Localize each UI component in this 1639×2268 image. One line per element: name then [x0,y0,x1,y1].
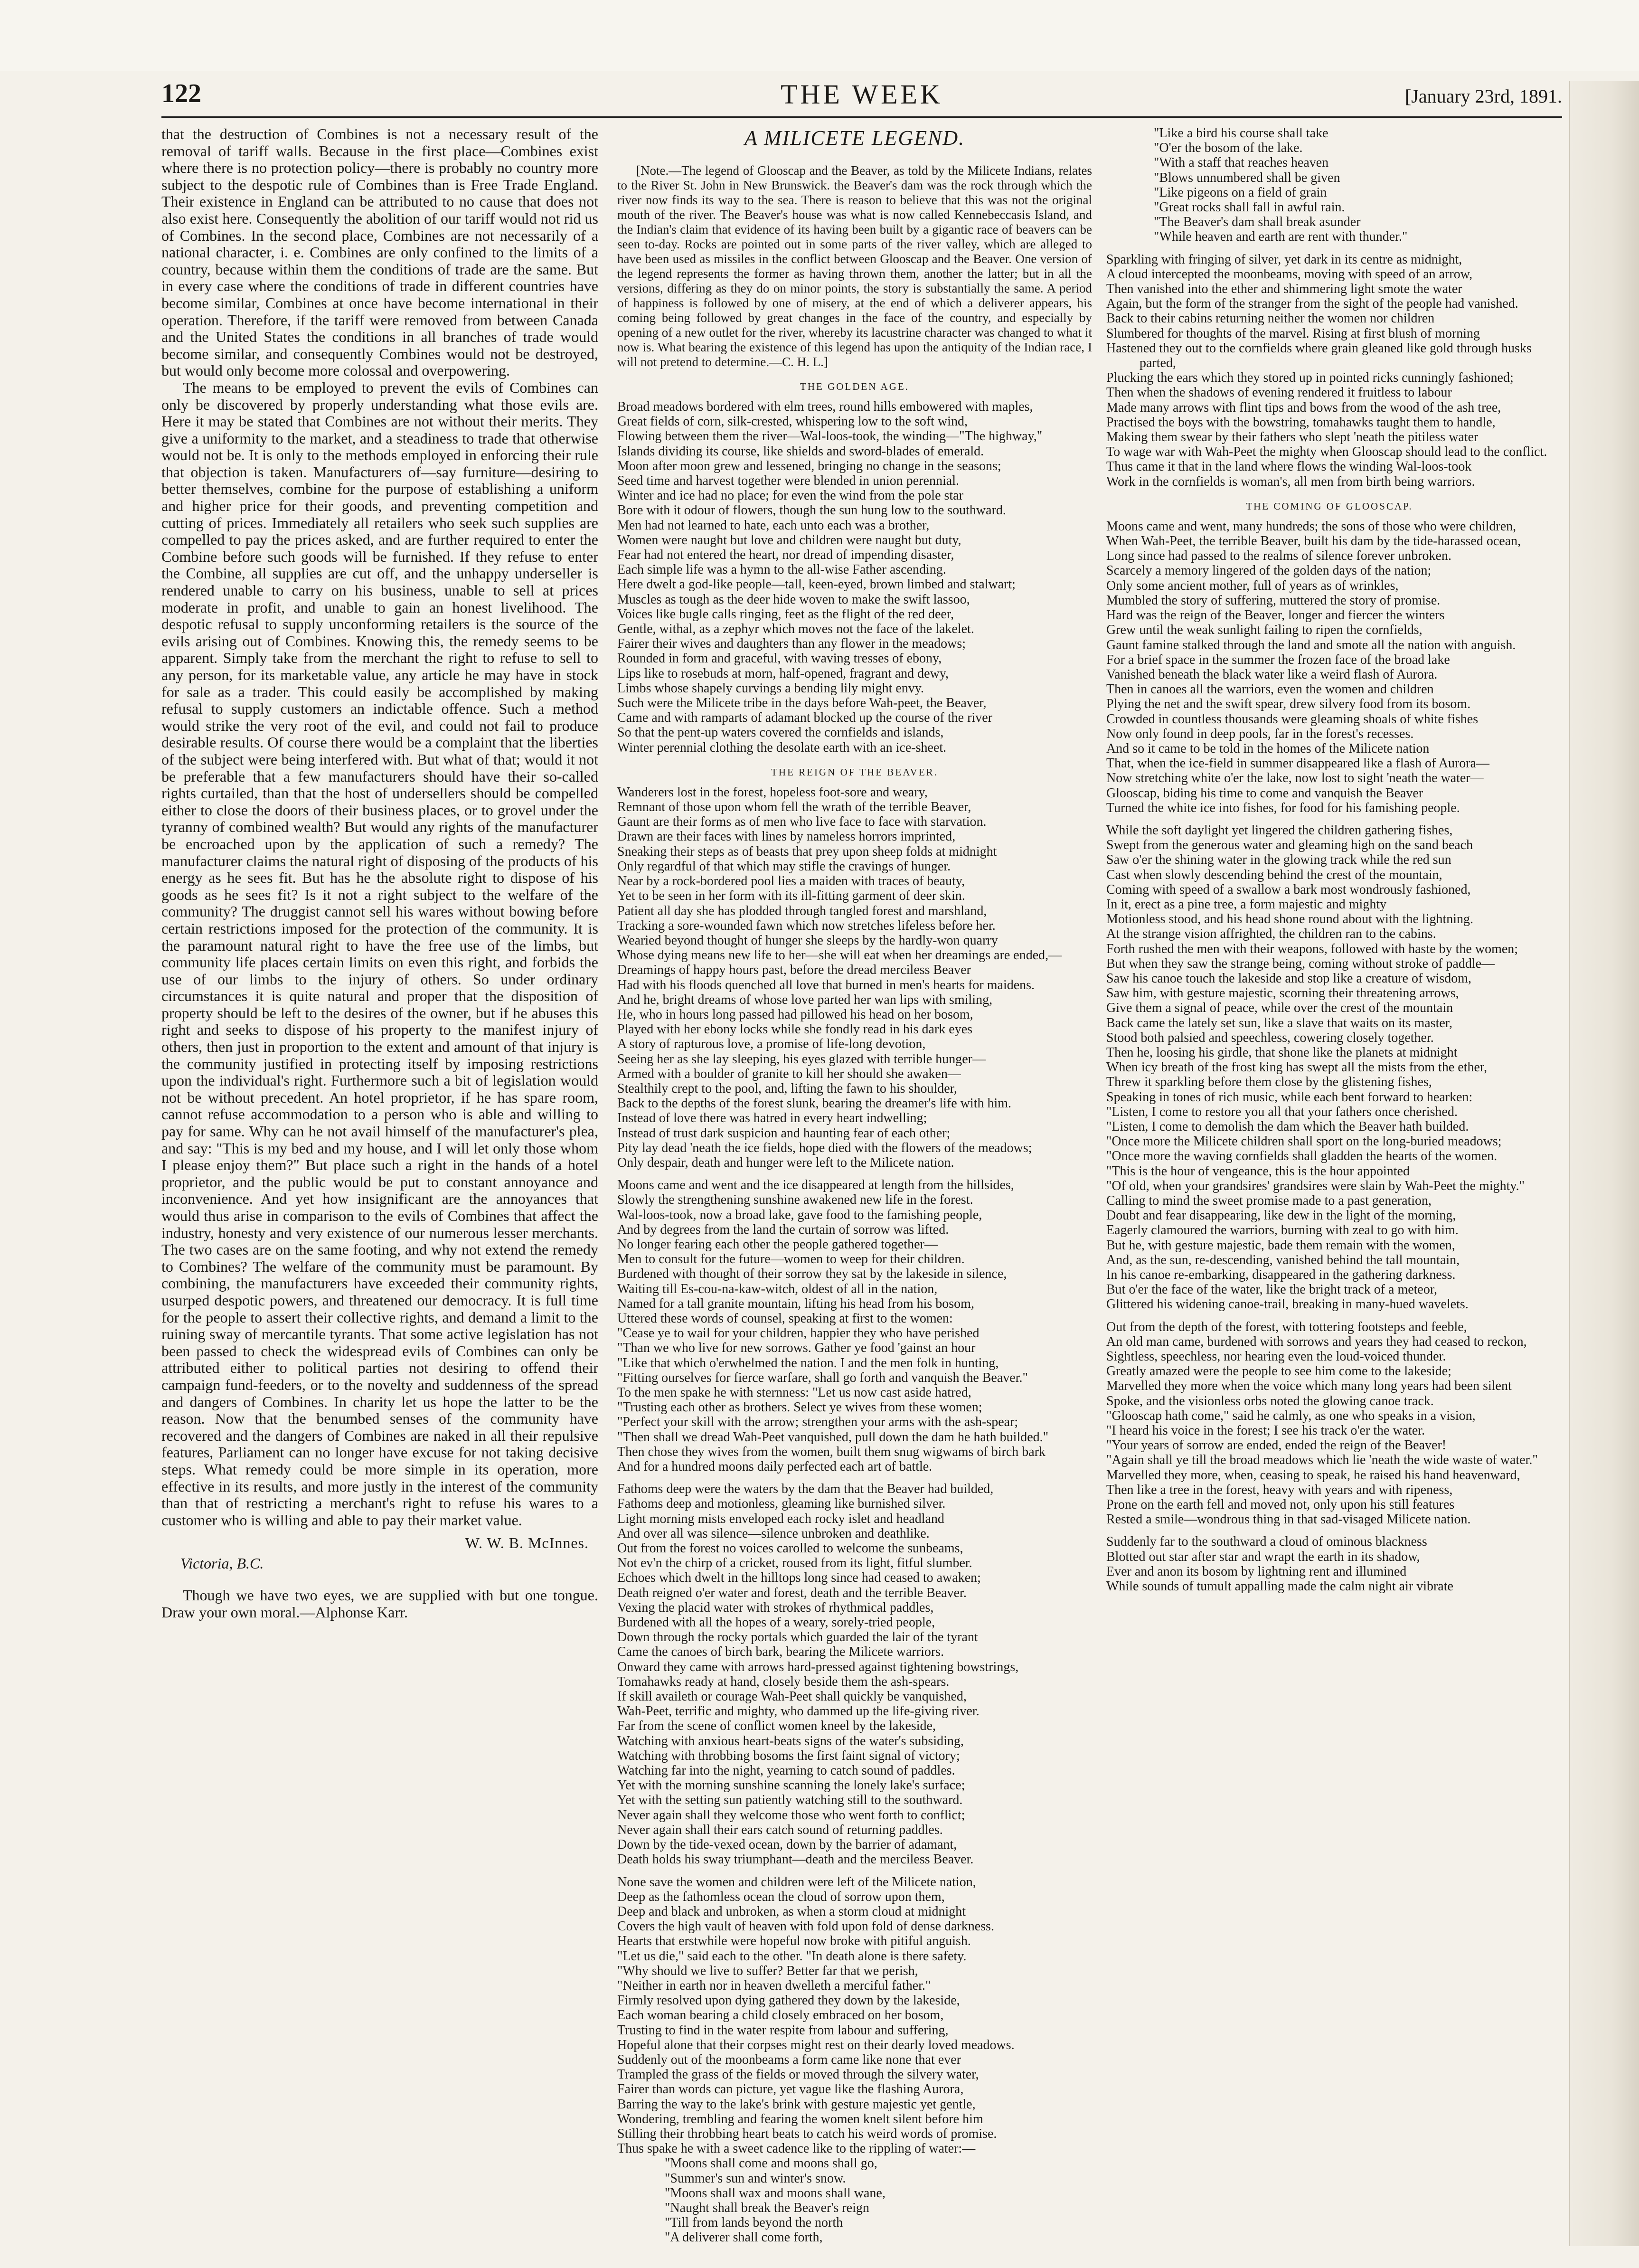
verse-line: Here dwelt a god-like people—tall, keen-eyed, brown limbed and stalwart; [617,577,1016,592]
verse-line: Near by a rock-bordered pool lies a maiden with traces of beauty, [617,874,965,889]
verse-line: Waiting till Es-cou-na-kaw-witch, oldest of all in the nation, [617,1281,938,1296]
verse-line: So that the pent-up waters covered the cornfields and islands, [617,725,944,740]
article-paragraph: The means to be employed to prevent the evils of Combines can only be discovered by properly understanding what those evils are. Here it may be stated that Combines are not without their merits. They give a uniformity to the market, and a steadiness to trade that otherwise would not be. It is only to the methods employed in enforcing their rule that objection is taken. Manufacturers of—say furniture—desiring to better themselves, combine for the purpose of establishing a uniform and higher price for their goods, and preventing competition and cutting of prices. Immediately all retailers who seek such supplies are compelled to pay the prices asked, and are further required to enter the Combine before such goods will be furnished. If they refuse to enter the Combine, all supplies are cut off, and the unhappy underseller is rendered unable to carry on his business, unable to sell at prices moderate in profit, and unable to gain an honest livelihood. The despotic refusal to supply unconforming retailers is the source of the evils arising out of Combines. Knowing this, the remedy seems to be apparent. Simply take from the merchant the right to refuse to sell to any person, for its marketable value, any article he may have in stock for sale as a trader. This could easily be accomplished by making refusal to supply customers an indictable offence. Such a method would strike the very root of the evil, and could not fail to produce desirable results. Of course there would be a complaint that the liberties of the subject were being interfered with. But what of that; would it not be preferable that a few manufacturers should have their so-called rights curtailed, than that the host of undersellers should be compelled either to close the doors of their business places, or to grovel under the tyranny of combined wealth? But would any rights of the manufacturer be encroached upon by the application of such a remedy? The manufacturer claims the natural right of disposing of the products of his energy as he sees fit. But has he the absolute right to dispose of his goods as he sees fit? Is it not a right subject to the welfare of the community? The druggist cannot sell his wares without bowing before certain restrictions imposed for the protection of the community. It is the paramount natural right to have the free use of the limbs, but community life places certain limits on even this right, and forbids the use of our limbs to the injury of others. So under ordinary circumstances it is quite natural and proper that the disposition of property should be left to the desires of the owner, but if he abuses this right and seeks to dispose of his property to the manifest injury of others, then just in proportion to the extent and amount of that injury is the community justified in protecting itself by imposing restrictions upon the individual's right. Furthermore such a bit of legislation would not be without precedent. An hotel proprietor, if he has spare room, cannot refuse accommodation to a person who is able and willing to pay for same. Why can he not avail himself of the manufacturer's plea, and say: "This is my bed and my house, and I will let only those whom I please enjoy them?" But place such a right in the hands of a hotel proprietor, and the public would be put to constant annoyance and inconvenience. And yet how insignificant are the annoyances that would thus arise in comparison to the evils of Combines that affect the industry, honesty and very existence of our numerous lesser merchants. The two cases are on the same footing, and why not extend the remedy to Combines? The welfare of the community must be paramount. By combining, the manufacturers have exceeded their community rights, usurped despotic powers, and threatened our democracy. It is full time for the people to assert their collective rights, and demand a limit to the ruining sway of mercantile tyrants. That some active legislation has not been passed to check the widespread evils of Combines can only be attributed either to political parties not desiring to offend their campaign fund-feeders, or to the novelty and suddenness of the spread and dangers of Combines. In charity let us hope the latter to be the reason. Now that the benumbed senses of the community have recovered and the dangers of Combines are naked in all their repulsive features, Parliament can no longer have excuse for not taking decisive steps. What remedy could be more simple in its operation, more effective in its results, and more justly in the interest of the community than that of restricting a merchant's right to refuse his wares to a customer who is willing and able to pay their market value. [161,378,598,1529]
verse-line: Slowly the strengthening sunshine awakened new life in the forest. [617,1192,973,1208]
verse-line: Wearied beyond thought of hunger she sleeps by the hardly-won quarry [617,933,998,948]
prophecy-verse-line: "While heaven and earth are rent with thunder." [1154,229,1408,245]
verse-line: Calling to mind the sweet promise made to a past generation, [1106,1193,1432,1209]
verse-line: Covers the high vault of heaven with fold upon fold of dense darkness. [617,1919,994,1934]
verse-line: Remnant of those upon whom fell the wrath of the terrible Beaver, [617,800,971,815]
verse-line: Stood both palsied and speechless, cowering closely together. [1106,1030,1434,1045]
verse-line: "Listen, I come to restore you all that your fathers once cherished. [1106,1104,1458,1119]
verse-line: Each woman bearing a child closely embraced on her bosom, [617,2008,944,2023]
prophecy-verse-line: "Like pigeons on a field of grain [1154,185,1327,200]
verse-line: Drawn are their faces with lines by nameless horrors imprinted, [617,829,956,844]
verse-line: Making them swear by their fathers who slept 'neath the pitiless water [1106,430,1479,445]
verse-line: Broad meadows bordered with elm trees, round hills embowered with maples, [617,399,1033,414]
verse-line: But when they saw the strange being, coming without stroke of paddle— [1106,956,1495,971]
verse-line: Thus spake he with a sweet cadence like to the rippling of water:— [617,2141,976,2156]
verse-line: Suddenly far to the southward a cloud of ominous blackness [1106,1534,1427,1550]
verse-line: Yet to be seen in her form with its ill-fitting garment of deer skin. [617,888,965,904]
verse-line: "Once more the Milicete children shall sport on the long-buried meadows; [1106,1134,1502,1149]
verse-line: Sightless, speechless, nor hearing even the loud-voiced thunder. [1106,1349,1446,1364]
verse-line: "Let us die," said each to the other. "In death alone is there safety. [617,1948,967,1964]
verse-line: Grew until the weak sunlight failing to ripen the cornfields, [1106,623,1422,638]
verse-line: Greatly amazed were the people to see him come to the lakeside; [1106,1364,1451,1379]
verse-line: Barring the way to the lake's brink with gesture majestic yet gentle, [617,2097,976,2112]
verse-line: Glittered his widening canoe-trail, breaking in many-hued wavelets. [1106,1297,1469,1312]
stanza-break [1106,1312,1553,1320]
stanza-break [617,1170,1092,1178]
verse-line: Blotted out star after star and wrapt the earth in its shadow, [1106,1549,1420,1564]
verse-line: Deep and black and unbroken, as when a storm cloud at midnight [617,1904,966,1919]
verse-line: While the soft daylight yet lingered the children gathering fishes, [1106,822,1453,838]
verse-line: Fairer their wives and daughters than any flower in the meadows; [617,636,966,652]
verse-line: Whose dying means new life to her—she will eat when her dreamings are ended,— [617,948,1062,963]
author-place: Victoria, B.C. [180,1555,264,1572]
verse-line: Burdened with all the hopes of a weary, sorely-tried people, [617,1615,935,1630]
verse-line: Moons came and went, many hundreds; the sons of those who were children, [1106,519,1517,534]
verse-line: Plucking the ears which they stored up in pointed ricks cunningly fashioned; [1106,370,1514,386]
verse-line: Fairer than words can picture, yet vague like the flashing Aurora, [617,2082,964,2097]
page-header [161,78,1562,118]
verse-line: Women were naught but love and children were naught but duty, [617,532,961,548]
verse-line: "I heard his voice in the forest; I see his track o'er the water. [1106,1423,1425,1438]
page-number: 122 [161,79,201,108]
verse-line: "Perfect your skill with the arrow; strengthen your arms with the ash-spear; [617,1415,1018,1430]
verse-line: If skill availeth or courage Wah-Peet shall quickly be vanquished, [617,1689,967,1704]
verse-line: Winter and ice had no place; for even the wind from the pole star [617,488,963,503]
verse-line: "Again shall ye till the broad meadows which lie 'neath the wide waste of water." [1106,1453,1538,1468]
verse-line: Death holds his sway triumphant—death and the merciless Beaver. [617,1852,974,1867]
verse-line: Down by the tide-vexed ocean, down by the barrier of adamant, [617,1837,957,1852]
prophecy-verse-line: "Till from lands beyond the north [665,2215,843,2230]
verse-line: Then chose they wives from the women, built them snug wigwams of birch bark [617,1444,1046,1459]
prophecy-verse-line: "With a staff that reaches heaven [1154,155,1329,170]
verse-line: Then like a tree in the forest, heavy with years and with ripeness, [1106,1482,1453,1497]
verse-line: Coming with speed of a swallow a bark most wondrously fashioned, [1106,882,1471,897]
verse-line: Only regardful of that which may stifle the cravings of hunger. [617,859,951,874]
verse-line: Cast when slowly descending behind the crest of the mountain, [1106,867,1442,882]
verse-line: Muscles as tough as the deer hide woven to make the swift lassoo, [617,592,970,607]
poem-title: A MILICETE LEGEND. [744,126,965,150]
verse-line: Never again shall their ears catch sound of returning paddles. [617,1822,943,1837]
stanza-break [1106,1527,1553,1534]
verse-line: Out from the forest no voices carolled to welcome the sunbeams, [617,1541,963,1556]
verse-line: Echoes which dwelt in the hilltops long since had ceased to awaken; [617,1570,981,1586]
verse-line: Sparkling with fringing of silver, yet dark in its centre as midnight, [1106,252,1462,267]
verse-line: Burdened with thought of their sorrow they sat by the lakeside in silence, [617,1266,1007,1282]
verse-line: Now only found in deep pools, far in the forest's recesses. [1106,726,1414,741]
verse-line: But he, with gesture majestic, bade them remain with the women, [1106,1238,1455,1253]
verse-line: Only despair, death and hunger were left to the Milicete nation. [617,1155,954,1170]
verse-line: Tracking a sore-wounded fawn which now stretches lifeless before her. [617,918,996,933]
verse-line: "Of old, when your grandsires' grandsires were slain by Wah-Peet the mighty." [1106,1178,1525,1193]
verse-line: Wondering, trembling and fearing the women knelt silent before him [617,2111,983,2126]
verse-line: Speaking in tones of rich music, while each bent forward to hearken: [1106,1089,1473,1105]
verse-line: Seeing her as she lay sleeping, his eyes glazed with terrible hunger— [617,1051,986,1067]
verse-line: Uttered these words of counsel, speaking at first to the women: [617,1311,953,1326]
verse-line: "Trusting each other as brothers. Select ye wives from these women; [617,1400,982,1415]
prophecy-verse-line: "Naught shall break the Beaver's reign [665,2200,869,2215]
verse-line: Crowded in countless thousands were gleaming shoals of white fishes [1106,711,1479,727]
verse-line: Death reigned o'er water and forest, death and the terrible Beaver. [617,1585,967,1600]
verse-line: Turned the white ice into fishes, for food for his famishing people. [1106,800,1460,815]
verse-line: Work in the cornfields is woman's, all men from birth being warriors. [1106,474,1475,489]
verse-line: Motionless stood, and his head shone round about with the lightning. [1106,912,1474,927]
verse-line: But o'er the face of the water, like the bright track of a meteor, [1106,1282,1438,1297]
verse-line: Fathoms deep were the waters by the dam that the Beaver had builded, [617,1482,994,1497]
verse-line: Spoke, and the visionless orbs noted the glowing canoe track. [1106,1393,1434,1408]
verse-line: Ever and anon its bosom by lightning rent and illumined [1106,1564,1407,1579]
verse-line: In his canoe re-embarking, disappeared in the gathering darkness. [1106,1267,1456,1283]
verse-line: Light morning mists enveloped each rocky islet and headland [617,1511,944,1526]
verse-line: Down through the rocky portals which guarded the lair of the tyrant [617,1630,978,1645]
verse-line: "Like that which o'erwhelmed the nation. I and the men folk in hunting, [617,1355,999,1370]
verse-line: Saw him, with gesture majestic, scorning their threatening arrows, [1106,986,1459,1001]
verse-line: Hearts that erstwhile were hopeful now broke with pitiful anguish. [617,1934,971,1949]
stanza-break [617,1867,1092,1875]
verse-line: And, as the sun, re-descending, vanished behind the tall mountain, [1106,1252,1460,1267]
verse-line: Threw it sparkling before them close by the glistening fishes, [1106,1075,1432,1090]
verse-line: To the men spake he with sternness: "Let us now cast aside hatred, [617,1385,971,1400]
verse-line: Seed time and harvest together were blended in union perennial. [617,473,959,489]
verse-line: Gaunt are their forms as of men who live face to face with starvation. [617,814,987,830]
verse-line: When icy breath of the frost king has swept all the mists from the ether, [1106,1060,1488,1075]
issue-date: [January 23rd, 1891. [1404,85,1562,107]
verse-line: Moons came and went and the ice disappeared at length from the hillsides, [617,1178,1014,1193]
verse-line: Came and with ramparts of adamant blocked up the course of the river [617,710,992,726]
verse-line: That, when the ice-field in summer disappeared like a flash of Aurora— [1106,756,1490,771]
verse-line: Patient all day she has plodded through tangled forest and marshland, [617,903,987,918]
poem-body-right [1106,126,1553,1594]
verse-line: Sneaking their steps as of beasts that prey upon sheep folds at midnight [617,844,997,859]
verse-line: Watching with throbbing bosoms the first faint signal of victory; [617,1748,960,1763]
verse-line: Onward they came with arrows hard-pressed against tightening bowstrings, [617,1659,1019,1674]
adjacent-page-edge [1569,81,1639,2246]
verse-line: Firmly resolved upon dying gathered they down by the lakeside, [617,1993,960,2008]
verse-line: Rounded in form and graceful, with waving tresses of ebony, [617,651,942,666]
verse-line: Instead of trust dark suspicion and haunting fear of each other; [617,1125,951,1141]
verse-line: Such were the Milicete tribe in the days before Wah-peet, the Beaver, [617,696,987,711]
verse-line: Give them a signal of peace, while over the crest of the mountain [1106,1001,1453,1016]
verse-line: In it, erect as a pine tree, a form majestic and mighty [1106,897,1387,912]
verse-line: Only some ancient mother, full of years as of wrinkles, [1106,578,1399,593]
verse-line: "Once more the waving cornfields shall gladden the hearts of the women. [1106,1149,1498,1164]
verse-line: Bore with it odour of flowers, though the sun hung low to the southward. [617,503,1006,518]
verse-line: Rested a smile—wondrous thing in that sad-visaged Milicete nation. [1106,1512,1471,1527]
poem-note: [Note.—The legend of Glooscap and the Beaver, as told by the Milicete Indians, relates to the River St. John in New Brunswick. the Beaver's dam was the rock through which the river now finds its way to the sea. There is reason to believe that this was not the original mouth of the river. The Beaver's house was what is now called Kennebeccasis Island, and the Indian's claim that evidence of its having been built by a gigantic race of beavers can be seen to-day. Rocks are pointed out in some parts of the river valley, which are alleged to have been used as missiles in the conflict between Glooscap and the Beaver. One version of the legend represents the former as having thrown them, another the latter; but in all the versions, differing as they do on minor points, the story is substantially the same. A period of happiness is followed by one of misery, at the end of which a deliverer appears, his coming being followed by great changes in the face of the country, and especially by opening of a new outlet for the river, whereby its lacustrine character was changed to what it now is. What bearing the existence of this legend has upon the antiquity of the Indian race, I will not pretend to determine.—C. H. L.] [617,163,1092,369]
verse-line: Gentle, withal, as a zephyr which moves not the face of the lakelet. [617,622,974,637]
verse-line: Islands dividing its course, like shields and sword-blades of emerald. [617,444,984,459]
verse-line: Saw o'er the shining water in the glowing track while the red sun [1106,852,1451,868]
verse-line: He, who in hours long passed had pillowed his head on her bosom, [617,1007,973,1022]
verse-line: Played with her ebony locks while she fondly read in his dark eyes [617,1022,973,1037]
poem-section-heading: THE GOLDEN AGE. [800,381,909,392]
verse-line: Prone on the earth fell and moved not, only upon his still features [1106,1497,1455,1512]
poem-column-left [617,126,1092,2249]
verse-line: Doubt and fear disappearing, like dew in the light of the morning, [1106,1208,1456,1223]
verse-line: Men had not learned to hate, each unto each was a brother, [617,518,930,533]
verse-line: Hastened they out to the cornfields where grain gleaned like gold through husks parted, [1106,340,1532,371]
verse-line: Eagerly clamoured the warriors, burning with zeal to go with him. [1106,1223,1459,1238]
verse-line: Hopeful alone that their corpses might rest on their dearly loved meadows. [617,2037,1015,2052]
prophecy-verse-line: "Moons shall wax and moons shall wane, [665,2185,885,2201]
verse-line: Vexing the placid water with strokes of rhythmical paddles, [617,1600,934,1615]
verse-line: Watching far into the night, yearning to catch sound of paddles. [617,1763,955,1778]
verse-line: Then in canoes all the warriors, even the women and children [1106,682,1434,697]
prophecy-verse-line: "A deliverer shall come forth, [665,2230,823,2245]
verse-line: Hard was the reign of the Beaver, longer and fiercer the winters [1106,608,1445,623]
verse-line: "Than we who live for new sorrows. Gather ye food 'gainst an hour [617,1341,976,1356]
verse-line: Marvelled they more, when, ceasing to speak, he raised his hand heavenward, [1106,1467,1520,1483]
verse-line: An old man came, burdened with sorrows and years they had ceased to reckon, [1106,1334,1527,1349]
verse-line: A story of rapturous love, a promise of life-long devotion, [617,1037,926,1052]
poem-section-heading: THE COMING OF GLOOSCAP. [1246,500,1413,512]
verse-line: Then when the shadows of evening rendered it fruitless to labour [1106,385,1452,400]
verse-line: "Then shall we dread Wah-Peet vanquished, pull down the dam he hath builded." [617,1429,1049,1445]
verse-line: And over all was silence—silence unbroken and deathlike. [617,1526,930,1541]
prophecy-verse-line: "Moons shall come and moons shall go, [665,2156,877,2171]
verse-line: Out from the depth of the forest, with tottering footsteps and feeble, [1106,1319,1467,1334]
article-column [161,126,598,2230]
verse-line: "This is the hour of vengeance, this is the hour appointed [1106,1163,1410,1179]
journal-title: THE WEEK [781,79,943,110]
verse-line: "Glooscap hath come," said he calmly, as one who speaks in a vision, [1106,1408,1476,1423]
stanza-break [617,1474,1092,1482]
verse-line: Great fields of corn, silk-crested, whispering low to the soft wind, [617,414,968,429]
prophecy-verse-line: "Blows unnumbered shall be given [1154,170,1340,185]
verse-line: Watching with anxious heart-beats signs of the water's subsiding, [617,1733,964,1748]
verse-line: Fear had not entered the heart, nor dread of impending disaster, [617,548,954,563]
verse-line: Glooscap, biding his time to come and vanquish the Beaver [1106,785,1423,801]
verse-line: Each simple life was a hymn to the all-wise Father ascending. [617,562,946,577]
verse-line: Trampled the grass of the fields or moved through the silvery water, [617,2067,979,2082]
prophecy-verse-line: "Great rocks shall fall in awful rain. [1154,200,1345,215]
verse-line: When Wah-Peet, the terrible Beaver, built his dam by the tide-harassed ocean, [1106,534,1521,549]
verse-line: No longer fearing each other the people gathered together— [617,1237,938,1252]
poem-section-heading: THE REIGN OF THE BEAVER. [771,766,938,778]
verse-line: Not ev'n the chirp of a cricket, roused from its light, fitful slumber. [617,1556,972,1571]
verse-line: Never again shall they welcome those who went forth to conflict; [617,1807,965,1823]
verse-line: Slumbered for thoughts of the marvel. Rising at first blush of morning [1106,326,1480,341]
verse-line: Back to the depths of the forest slunk, bearing the dreamer's life with him. [617,1096,1012,1111]
verse-line: Pity lay dead 'neath the ice fields, hope died with the flowers of the meadows; [617,1140,1032,1155]
verse-line: Stealthily crept to the pool, and, lifting the fawn to his shoulder, [617,1081,957,1096]
verse-line: "Neither in earth nor in heaven dwelleth a merciful father." [617,1978,931,1993]
verse-line: To wage war with Wah-Peet the mighty when Glooscap should lead to the conflict. [1106,444,1547,460]
verse-line: Limbs whose shapely curvings a bending lily might envy. [617,680,924,696]
verse-line: Now stretching white o'er the lake, now lost to sight 'neath the water— [1106,771,1484,786]
verse-line: Thus came it that in the land where flows the winding Wal-loos-took [1106,459,1472,474]
verse-line: Tomahawks ready at hand, closely beside them the ash-spears. [617,1674,950,1689]
verse-line: "Listen, I come to demolish the dam which the Beaver hath builded. [1106,1119,1469,1134]
verse-line: At the strange vision affrighted, the children ran to the cabins. [1106,926,1436,942]
verse-line: Long since had passed to the realms of silence forever unbroken. [1106,548,1451,564]
verse-line: Yet with the morning sunshine scanning the lonely lake's surface; [617,1778,965,1793]
verse-line: Fathoms deep and motionless, gleaming like burnished silver. [617,1496,946,1512]
verse-line: Moon after moon grew and lessened, bringing no change in the seasons; [617,458,1001,473]
verse-line: "Your years of sorrow are ended, ended the reign of the Beaver! [1106,1438,1447,1453]
verse-line: Wanderers lost in the forest, hopeless foot-sore and weary, [617,784,928,800]
verse-line: "Why should we live to suffer? Better far that we perish, [617,1963,918,1978]
verse-line: Plying the net and the swift spear, drew silvery food from its bosom. [1106,697,1471,712]
verse-line: Forth rushed the men with their weapons, followed with haste by the women; [1106,941,1518,956]
verse-line: Back came the lately set sun, like a slave that waits on its master, [1106,1015,1452,1030]
verse-line: None save the women and children were left of the Milicete nation, [617,1874,976,1890]
stanza-break [1106,815,1553,823]
verse-line: Scarcely a memory lingered of the golden days of the nation; [1106,563,1432,578]
verse-line: Winter perennial clothing the desolate earth with an ice-sheet. [617,740,947,755]
verse-line: Voices like bugle calls ringing, feet as the flight of the red deer, [617,606,954,622]
verse-line: Yet with the setting sun patiently watching still to the southward. [617,1793,963,1808]
poem-body-left [617,381,1092,2245]
prophecy-verse-line: "Like a bird his course shall take [1154,126,1328,141]
verse-line: Back to their cabins returning neither the women nor children [1106,311,1435,326]
verse-line: Armed with a boulder of granite to kill her should she awaken— [617,1066,961,1081]
verse-line: "Cease ye to wail for your children, happier they who have perished [617,1326,980,1341]
verse-line: And he, bright dreams of whose love parted her wan lips with smiling, [617,992,993,1007]
verse-line: Mumbled the story of suffering, muttered the story of promise. [1106,593,1441,608]
verse-line: While sounds of tumult appalling made the calm night air vibrate [1106,1579,1453,1594]
verse-line: Marvelled they more when the voice which many long years had been silent [1106,1379,1512,1394]
verse-line: Swept from the generous water and gleaming high on the sand beach [1106,838,1473,853]
verse-line: Made many arrows with flint tips and bows from the wood of the ash tree, [1106,400,1501,415]
verse-line: Deep as the fathomless ocean the cloud of sorrow upon them, [617,1889,945,1904]
verse-line: Dreamings of happy hours past, before the dread merciless Beaver [617,963,971,978]
verse-line: Named for a tall granite mountain, lifting his head from his bosom, [617,1296,974,1311]
verse-line: Practised the boys with the bowstring, tomahawks taught them to handle, [1106,415,1496,430]
verse-line: "Fitting ourselves for fierce warfare, shall go forth and vanquish the Beaver." [617,1370,1028,1385]
closing-quote: Though we have two eyes, we are supplied with but one tongue. Draw your own moral.—Alphonse Karr. [161,1587,598,1621]
prophecy-verse-line: "The Beaver's dam shall break asunder [1154,215,1361,230]
verse-line: Again, but the form of the stranger from the sight of the people had vanished. [1106,296,1518,312]
verse-line: Stilling their throbbing heart beats to catch his weird words of promise. [617,2126,997,2141]
verse-line: Then vanished into the ether and shimmering light smote the water [1106,282,1462,297]
verse-line: Wal-loos-took, now a broad lake, gave food to the famishing people, [617,1207,982,1222]
verse-line: And by degrees from the land the curtain of sorrow was lifted. [617,1222,949,1237]
verse-line: Flowing between them the river—Wal-loos-took, the winding—"The highway," [617,429,1043,444]
verse-line: Had with his floods quenched all love that burned in men's hearts for maidens. [617,977,1035,992]
verse-line: Came the canoes of birch bark, bearing the Milicete warriors. [617,1644,944,1660]
verse-line: Men to consult for the future—women to weep for their children. [617,1252,965,1267]
verse-line: A cloud intercepted the moonbeams, moving with speed of an arrow, [1106,266,1473,282]
article-paragraph: that the destruction of Combines is not a necessary result of the removal of tariff walls. Because in the first place—Combines exist where there is no protection policy—there is probably no country more subject to the despotic rule of Combines than is Free Trade England. Their existence in England can be attributed to no cause that does not also exist here. Consequently the abolition of our tariff would not rid us of Combines. In the second place, Combines are not necessarily of a national character, i. e. Combines are only confined to the limits of a country, because within them the conditions of trade are the same. But in every case where the conditions of trade in different countries have become similar, Combines at once have become international in their operation. Therefore, if the tariff were removed from between Canada and the United States the conditions in all branches of trade would become similar, and consequently Combines would not be destroyed, but would only become more colossal and overpowering. [161,126,598,379]
verse-line: Trusting to find in the water respite from labour and suffering, [617,2022,949,2038]
verse-line: Saw his canoe touch the lakeside and stop like a creature of wisdom, [1106,971,1471,986]
verse-line: Wah-Peet, terrific and mighty, who dammed up the life-giving river. [617,1704,980,1719]
verse-line: And so it came to be told in the homes of the Milicete nation [1106,741,1430,756]
stanza-break [1106,245,1553,252]
verse-line: For a brief space in the summer the frozen face of the broad lake [1106,652,1450,667]
verse-line: Gaunt famine stalked through the land and smote all the nation with anguish. [1106,637,1516,652]
author-signature: W. W. B. McInnes. [465,1534,589,1552]
poem-column-right [1106,126,1553,2230]
verse-line: Lips like to rosebuds at morn, half-opened, fragrant and dewy, [617,666,949,681]
verse-line: And for a hundred moons daily perfected each art of battle. [617,1459,933,1474]
verse-line: Far from the scene of conflict women kneel by the lakeside, [617,1719,936,1734]
prophecy-verse-line: "O'er the bosom of the lake. [1154,141,1303,156]
prophecy-verse-line: "Summer's sun and winter's snow. [665,2171,846,2186]
verse-line: Then he, loosing his girdle, that shone like the planets at midnight [1106,1045,1458,1060]
verse-line: Vanished beneath the black water like a weird flash of Aurora. [1106,667,1438,682]
verse-line: Instead of love there was hatred in every heart indwelling; [617,1111,927,1126]
top-margin [0,0,1639,71]
verse-line: Suddenly out of the moonbeams a form came like none that ever [617,2052,961,2067]
